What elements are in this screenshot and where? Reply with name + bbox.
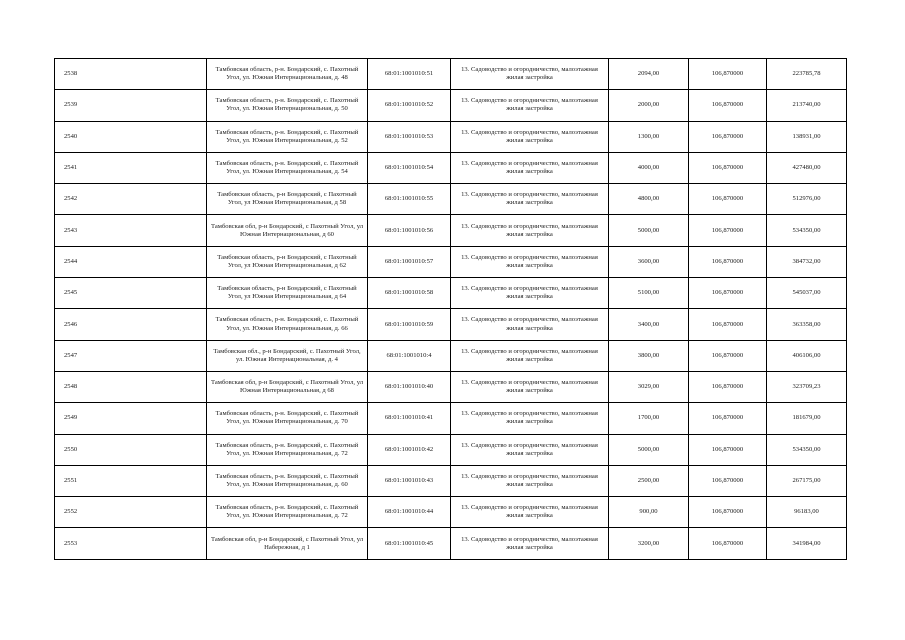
address-cell: Тамбовская область, р-н Бондарский, с Пахотный Угол, ул Южная Интернациональная, д 62 <box>207 246 368 277</box>
table-row <box>55 403 847 434</box>
area-cell: 3029,00 <box>609 371 689 402</box>
cadastral-number-cell: 68:01:1001010:59 <box>368 309 451 340</box>
land-use-cell: 13. Садоводство и огородничество, малоэтажная жилая застройка <box>451 497 609 528</box>
address-cell: Тамбовская обл, р-н Бондарский, с Пахотный Угол, ул Южная Интернациональная, д 68 <box>207 371 368 402</box>
table-row <box>55 121 847 152</box>
table-row <box>55 434 847 465</box>
cadastral-value-cell: 545037,00 <box>767 278 847 309</box>
address-cell: Тамбовская область, р-н. Бондарский, с. Пахотный Угол, ул. Южная Интернациональная, д. 60 <box>207 465 368 496</box>
area-cell: 3600,00 <box>609 246 689 277</box>
cadastral-value-cell: 406106,00 <box>767 340 847 371</box>
cadastral-number-cell: 68:01:1001010:51 <box>368 59 451 90</box>
cadastral-number-cell: 68:01:1001010:56 <box>368 215 451 246</box>
cadastral-value-cell: 341984,00 <box>767 528 847 559</box>
specific-value-cell: 106,870000 <box>689 371 767 402</box>
cadastral-number-cell: 68:01:1001010:44 <box>368 497 451 528</box>
land-use-cell: 13. Садоводство и огородничество, малоэтажная жилая застройка <box>451 340 609 371</box>
table-body <box>55 59 847 560</box>
specific-value-cell: 106,870000 <box>689 121 767 152</box>
table-row <box>55 465 847 496</box>
table-row <box>55 184 847 215</box>
row-number-cell: 2543 <box>55 215 207 246</box>
row-number-cell: 2539 <box>55 90 207 121</box>
land-use-cell: 13. Садоводство и огородничество, малоэтажная жилая застройка <box>451 59 609 90</box>
cadastral-number-cell: 68:01:1001010:4 <box>368 340 451 371</box>
area-cell: 5000,00 <box>609 215 689 246</box>
row-number-cell: 2540 <box>55 121 207 152</box>
cadastral-number-cell: 68:01:1001010:41 <box>368 403 451 434</box>
specific-value-cell: 106,870000 <box>689 278 767 309</box>
row-number-cell: 2545 <box>55 278 207 309</box>
cadastral-value-cell: 181679,00 <box>767 403 847 434</box>
specific-value-cell: 106,870000 <box>689 497 767 528</box>
table-row <box>55 340 847 371</box>
cadastral-number-cell: 68:01:1001010:45 <box>368 528 451 559</box>
table-row <box>55 278 847 309</box>
specific-value-cell: 106,870000 <box>689 434 767 465</box>
address-cell: Тамбовская область, р-н. Бондарский, с. Пахотный Угол, ул. Южная Интернациональная, д. 66 <box>207 309 368 340</box>
land-registry-table <box>54 58 847 560</box>
land-use-cell: 13. Садоводство и огородничество, малоэтажная жилая застройка <box>451 309 609 340</box>
area-cell: 900,00 <box>609 497 689 528</box>
row-number-cell: 2542 <box>55 184 207 215</box>
land-use-cell: 13. Садоводство и огородничество, малоэтажная жилая застройка <box>451 278 609 309</box>
land-use-cell: 13. Садоводство и огородничество, малоэтажная жилая застройка <box>451 465 609 496</box>
cadastral-value-cell: 213740,00 <box>767 90 847 121</box>
specific-value-cell: 106,870000 <box>689 403 767 434</box>
land-use-cell: 13. Садоводство и огородничество, малоэтажная жилая застройка <box>451 246 609 277</box>
cadastral-number-cell: 68:01:1001010:53 <box>368 121 451 152</box>
address-cell: Тамбовская область, р-н. Бондарский, с. Пахотный Угол, ул. Южная Интернациональная, д. 48 <box>207 59 368 90</box>
land-use-cell: 13. Садоводство и огородничество, малоэтажная жилая застройка <box>451 152 609 183</box>
cadastral-value-cell: 534350,00 <box>767 434 847 465</box>
table-row <box>55 371 847 402</box>
cadastral-value-cell: 384732,00 <box>767 246 847 277</box>
row-number-cell: 2548 <box>55 371 207 402</box>
specific-value-cell: 106,870000 <box>689 59 767 90</box>
row-number-cell: 2551 <box>55 465 207 496</box>
address-cell: Тамбовская обл, р-н Бондарский, с Пахотный Угол, ул Набережная, д 1 <box>207 528 368 559</box>
cadastral-number-cell: 68:01:1001010:54 <box>368 152 451 183</box>
cadastral-number-cell: 68:01:1001010:52 <box>368 90 451 121</box>
table-row <box>55 152 847 183</box>
address-cell: Тамбовская область, р-н. Бондарский, с. Пахотный Угол, ул. Южная Интернациональная, д. 54 <box>207 152 368 183</box>
row-number-cell: 2549 <box>55 403 207 434</box>
area-cell: 1300,00 <box>609 121 689 152</box>
area-cell: 2094,00 <box>609 59 689 90</box>
land-use-cell: 13. Садоводство и огородничество, малоэтажная жилая застройка <box>451 184 609 215</box>
specific-value-cell: 106,870000 <box>689 246 767 277</box>
area-cell: 2500,00 <box>609 465 689 496</box>
address-cell: Тамбовская область, р-н. Бондарский, с. Пахотный Угол, ул. Южная Интернациональная, д. 72 <box>207 434 368 465</box>
cadastral-value-cell: 427480,00 <box>767 152 847 183</box>
row-number-cell: 2546 <box>55 309 207 340</box>
row-number-cell: 2538 <box>55 59 207 90</box>
row-number-cell: 2547 <box>55 340 207 371</box>
specific-value-cell: 106,870000 <box>689 465 767 496</box>
cadastral-value-cell: 323709,23 <box>767 371 847 402</box>
land-use-cell: 13. Садоводство и огородничество, малоэтажная жилая застройка <box>451 90 609 121</box>
cadastral-value-cell: 138931,00 <box>767 121 847 152</box>
cadastral-number-cell: 68:01:1001010:42 <box>368 434 451 465</box>
land-use-cell: 13. Садоводство и огородничество, малоэтажная жилая застройка <box>451 121 609 152</box>
area-cell: 5100,00 <box>609 278 689 309</box>
area-cell: 1700,00 <box>609 403 689 434</box>
row-number-cell: 2553 <box>55 528 207 559</box>
table-row <box>55 309 847 340</box>
land-use-cell: 13. Садоводство и огородничество, малоэтажная жилая застройка <box>451 403 609 434</box>
land-use-cell: 13. Садоводство и огородничество, малоэтажная жилая застройка <box>451 434 609 465</box>
cadastral-number-cell: 68:01:1001010:43 <box>368 465 451 496</box>
address-cell: Тамбовская область, р-н. Бондарский, с. Пахотный Угол, ул. Южная Интернациональная, д. 52 <box>207 121 368 152</box>
specific-value-cell: 106,870000 <box>689 528 767 559</box>
cadastral-number-cell: 68:01:1001010:55 <box>368 184 451 215</box>
cadastral-value-cell: 512976,00 <box>767 184 847 215</box>
cadastral-value-cell: 223785,78 <box>767 59 847 90</box>
area-cell: 2000,00 <box>609 90 689 121</box>
table-row <box>55 528 847 559</box>
area-cell: 4000,00 <box>609 152 689 183</box>
table-row <box>55 59 847 90</box>
specific-value-cell: 106,870000 <box>689 152 767 183</box>
specific-value-cell: 106,870000 <box>689 215 767 246</box>
table-row <box>55 497 847 528</box>
area-cell: 4800,00 <box>609 184 689 215</box>
address-cell: Тамбовская область, р-н. Бондарский, с. Пахотный Угол, ул. Южная Интернациональная, д. 50 <box>207 90 368 121</box>
address-cell: Тамбовская обл, р-н Бондарский, с Пахотный Угол, ул Южная Интернациональная, д 60 <box>207 215 368 246</box>
area-cell: 5000,00 <box>609 434 689 465</box>
specific-value-cell: 106,870000 <box>689 340 767 371</box>
area-cell: 3400,00 <box>609 309 689 340</box>
table-row <box>55 215 847 246</box>
cadastral-value-cell: 267175,00 <box>767 465 847 496</box>
cadastral-number-cell: 68:01:1001010:58 <box>368 278 451 309</box>
specific-value-cell: 106,870000 <box>689 184 767 215</box>
area-cell: 3800,00 <box>609 340 689 371</box>
address-cell: Тамбовская область, р-н Бондарский, с Пахотный Угол, ул Южная Интернациональная, д 64 <box>207 278 368 309</box>
table-row <box>55 246 847 277</box>
specific-value-cell: 106,870000 <box>689 309 767 340</box>
cadastral-number-cell: 68:01:1001010:57 <box>368 246 451 277</box>
row-number-cell: 2544 <box>55 246 207 277</box>
land-use-cell: 13. Садоводство и огородничество, малоэтажная жилая застройка <box>451 528 609 559</box>
specific-value-cell: 106,870000 <box>689 90 767 121</box>
address-cell: Тамбовская область, р-н. Бондарский, с. Пахотный Угол, ул. Южная Интернациональная, д. 70 <box>207 403 368 434</box>
cadastral-value-cell: 534350,00 <box>767 215 847 246</box>
row-number-cell: 2552 <box>55 497 207 528</box>
cadastral-value-cell: 96183,00 <box>767 497 847 528</box>
cadastral-value-cell: 363358,00 <box>767 309 847 340</box>
area-cell: 3200,00 <box>609 528 689 559</box>
address-cell: Тамбовская обл., р-н Бондарский, с. Пахотный Угол, ул. Южная Интернациональная, д. 4 <box>207 340 368 371</box>
address-cell: Тамбовская область, р-н Бондарский, с Пахотный Угол, ул Южная Интернациональная, д 58 <box>207 184 368 215</box>
land-use-cell: 13. Садоводство и огородничество, малоэтажная жилая застройка <box>451 371 609 402</box>
land-use-cell: 13. Садоводство и огородничество, малоэтажная жилая застройка <box>451 215 609 246</box>
table-row <box>55 90 847 121</box>
cadastral-number-cell: 68:01:1001010:40 <box>368 371 451 402</box>
row-number-cell: 2550 <box>55 434 207 465</box>
row-number-cell: 2541 <box>55 152 207 183</box>
address-cell: Тамбовская область, р-н. Бондарский, с. Пахотный Угол, ул. Южная Интернациональная, д. 72 <box>207 497 368 528</box>
